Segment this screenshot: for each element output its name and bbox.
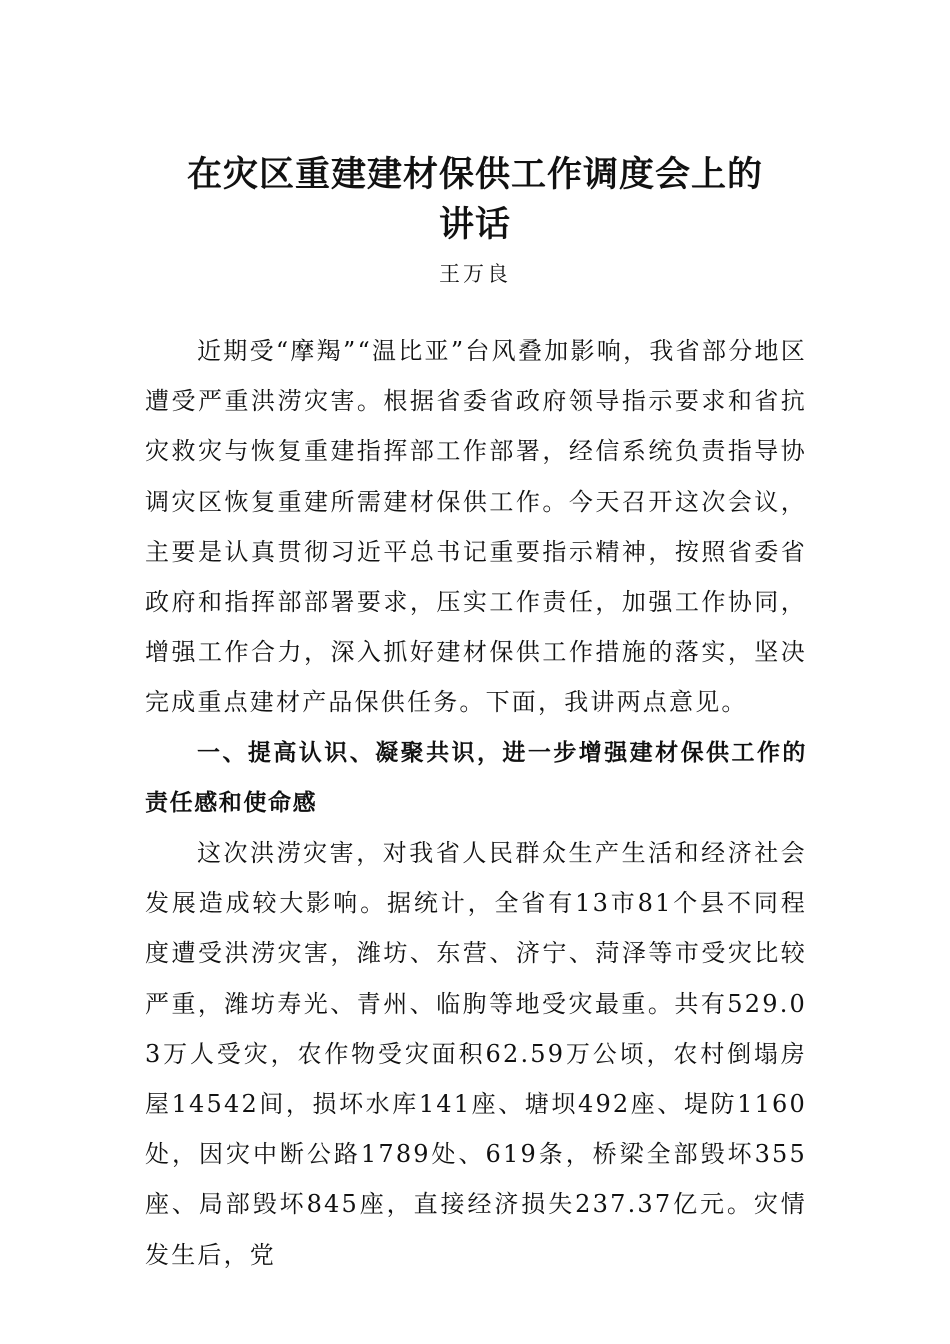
section-heading-1: 一、提高认识、凝聚共识，进一步增强建材保供工作的责任感和使命感 [145,739,807,816]
title-line-1: 在灾区重建建材保供工作调度会上的 [186,154,763,195]
title-line-2: 讲话 [438,204,511,245]
author-name: 王万良 [439,262,511,286]
paragraph-intro: 近期受“摩羯”“温比亚”台风叠加影响，我省部分地区遭受严重洪涝灾害。根据省委省政府领导指示要求和省抗灾救灾与恢复重建指挥部工作部署，经信系统负责指导协调灾区恢复重建所需建材保供工作。今天召开这次会议，主要是认真贯彻习近平总书记重要指示精神，按照省委省政府和指挥部部署要求，压实工作责任，加强工作协同，增强工作合力，深入抓好建材保供工作措施的落实，坚决完成重点建材产品保供任务。下面，我讲两点意见。 [145,337,807,717]
paragraph-disaster-stats: 这次洪涝灾害，对我省人民群众生产生活和经济社会发展造成较大影响。据统计，全省有13市81个县不同程度遭受洪涝灾害，潍坊、东营、济宁、菏泽等市受灾比较严重，潍坊寿光、青州、临朐等地受灾最重。共有529.03万人受灾，农作物受灾面积62.59万公顷，农村倒塌房屋14542间，损坏水库141座、塘坝492座、堤防1160处，因灾中断公路1789处、619条，桥梁全部毁坏355座、局部毁坏845座，直接经济损失237.37亿元。灾情发生后，党 [145,839,807,1269]
document-body [145,326,807,1280]
document-title [145,150,805,250]
